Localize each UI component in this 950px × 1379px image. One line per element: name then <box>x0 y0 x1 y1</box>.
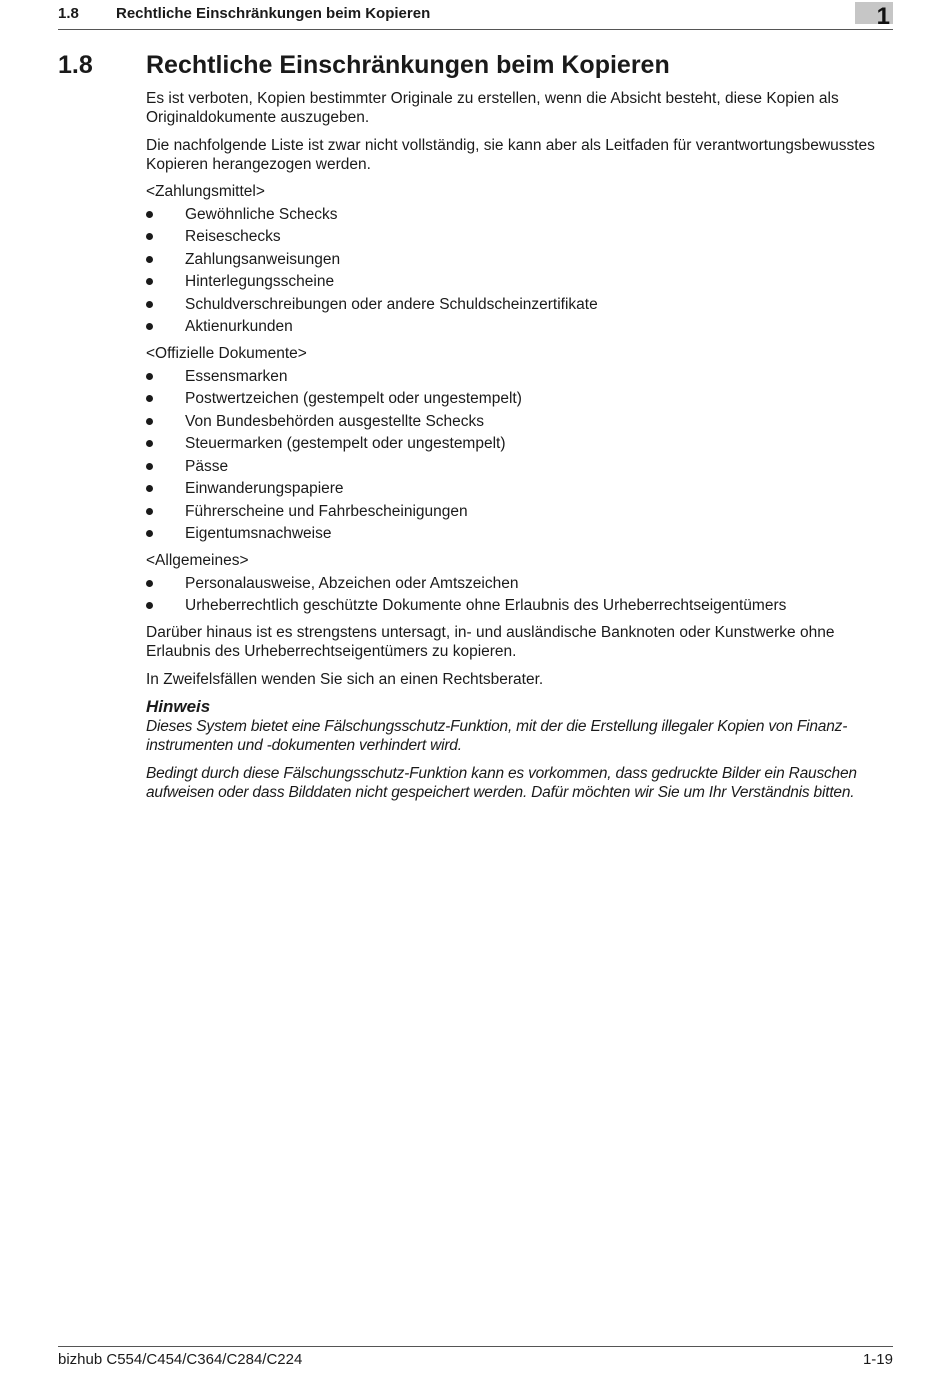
list-item-text: Pässe <box>185 457 229 475</box>
chapter-tab-number: 1 <box>876 3 890 30</box>
bullet-icon <box>146 485 153 492</box>
section-heading-title: Rechtliche Einschränkungen beim Kopieren <box>146 51 670 79</box>
bullet-icon <box>146 211 153 218</box>
bullet-icon <box>146 463 153 470</box>
bullet-icon <box>146 530 153 537</box>
list-item-text: Von Bundesbehörden ausgestellte Schecks <box>185 412 485 430</box>
list-item <box>146 596 896 615</box>
list-item-text: Einwanderungspapiere <box>185 480 344 497</box>
bullet-list <box>146 205 896 337</box>
note-box <box>146 697 896 802</box>
footer-product-name: bizhub C554/C454/C364/C284/C224 <box>58 1351 303 1368</box>
list-item-text: Zahlungsanweisungen <box>185 250 341 268</box>
header-section-number: 1.8 <box>58 5 79 22</box>
list-item <box>146 272 896 291</box>
list-item <box>146 574 896 593</box>
intro-paragraph: Die nachfolgende Liste ist zwar nicht vollständig, sie kann aber als Leitfaden für verantwortungsbewusstes Kopieren herangezogen werden. <box>146 136 875 173</box>
intro-paragraph: Es ist verboten, Kopien bestimmter Originale zu erstellen, wenn die Absicht besteht, diese Kopien als Originaldokumente auszugeben. <box>146 90 839 126</box>
list-item-text: Steuermarken (gestempelt oder ungestempelt) <box>185 435 506 452</box>
bullet-icon <box>146 323 153 330</box>
list-item <box>146 524 896 543</box>
section-heading-number: 1.8 <box>58 51 93 79</box>
bullet-icon <box>146 395 153 402</box>
bullet-icon <box>146 580 153 587</box>
group-label: <Zahlungsmittel> <box>146 183 265 200</box>
list-item-text: Reiseschecks <box>185 228 281 245</box>
bullet-list <box>146 367 896 544</box>
running-footer <box>58 1346 893 1373</box>
list-item-text: Schuldverschreibungen oder andere Schuldscheinzertifikate <box>185 295 598 313</box>
bullet-icon <box>146 440 153 447</box>
list-item <box>146 434 896 453</box>
list-item-text: Eigentumsnachweise <box>185 525 332 542</box>
group-label: <Allgemeines> <box>146 552 249 569</box>
main-content <box>146 89 896 810</box>
header-section-title: Rechtliche Einschränkungen beim Kopieren <box>116 5 431 22</box>
list-item-text: Aktienurkunden <box>185 318 293 335</box>
list-item <box>146 479 896 498</box>
bullet-icon <box>146 508 153 515</box>
note-text: Bedingt durch diese Fälschungsschutz-Funktion kann es vorkommen, dass gedruckte Bilder ein Rauschen aufweisen oder dass Bilddaten nicht gespeichert werden. Dafür möchten wir Sie um Ihr Verständnis bitten. <box>146 764 857 801</box>
list-item <box>146 389 896 408</box>
closing-paragraph: In Zweifelsfällen wenden Sie sich an einen Rechtsberater. <box>146 670 544 688</box>
list-item <box>146 412 896 431</box>
list-item <box>146 227 896 246</box>
list-item <box>146 367 896 386</box>
group-label: <Offizielle Dokumente> <box>146 345 307 362</box>
chapter-tab <box>855 2 893 30</box>
list-item-text: Personalausweise, Abzeichen oder Amtszeichen <box>185 574 519 592</box>
bullet-icon <box>146 602 153 609</box>
bullet-icon <box>146 373 153 380</box>
list-item <box>146 250 896 269</box>
note-title: Hinweis <box>146 697 211 716</box>
bullet-icon <box>146 418 153 425</box>
bullet-icon <box>146 233 153 240</box>
list-item <box>146 457 896 476</box>
bullet-icon <box>146 278 153 285</box>
bullet-list <box>146 574 896 616</box>
list-item-text: Führerscheine und Fahrbescheinigungen <box>185 502 468 520</box>
list-item <box>146 317 896 336</box>
running-header <box>58 5 893 30</box>
list-item <box>146 295 896 314</box>
list-item <box>146 205 896 224</box>
bullet-icon <box>146 256 153 263</box>
closing-paragraph: Darüber hinaus ist es strengstens untersagt, in- und ausländische Banknoten oder Kunstwerke ohne Erlaubnis des Urheberrechtseigentümers zu kopieren. <box>146 624 835 660</box>
list-item-text: Hinterlegungsscheine <box>185 273 335 290</box>
note-text: Dieses System bietet eine Fälschungsschutz-Funktion, mit der die Erstellung illegaler Kopien von Finanz-instrumenten und -dokumenten verhindert wird. <box>146 718 848 754</box>
list-item-text: Postwertzeichen (gestempelt oder ungestempelt) <box>185 390 522 407</box>
footer-page-number: 1-19 <box>862 1351 893 1368</box>
list-item-text: Essensmarken <box>185 367 288 385</box>
list-item-text: Urheberrechtlich geschützte Dokumente ohne Erlaubnis des Urheberrechtseigentümers <box>185 597 787 614</box>
list-item <box>146 502 896 521</box>
list-item-text: Gewöhnliche Schecks <box>185 205 338 223</box>
bullet-icon <box>146 301 153 308</box>
